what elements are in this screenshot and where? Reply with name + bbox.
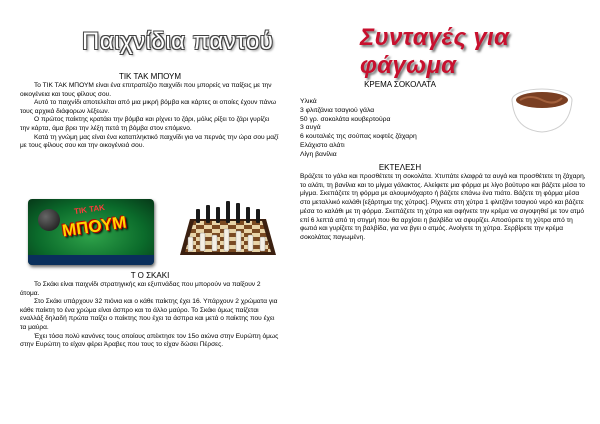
tiktak-text (20, 82, 280, 151)
tiktak-heading: ΤΙΚ ΤΑΚ ΜΠΟΥΜ (118, 72, 182, 81)
left-page (20, 0, 280, 424)
chess-paragraph: Το Σκάκι είναι παιχνίδι στρατηγικής και εξυπνάδας που μπορούν να παίξουν 2 άτομα. (20, 281, 261, 297)
tiktak-paragraph: Το ΤΙΚ ΤΑΚ ΜΠΟΥΜ είναι ένα επιτραπέζιο παιχνίδι που μπορείς να παίξεις με την οικογένεια και τους φίλους σου. (20, 82, 272, 98)
ingredient-item: 3 φλιτζάνια τσαγιού γάλα (300, 106, 375, 114)
ingredient-item: 50 γρ. σοκολάτα κουβερτούρα (300, 115, 391, 123)
left-page-title: Παιχνίδια παντού (82, 28, 274, 55)
method-text (300, 173, 590, 243)
box-bottom-bar (28, 255, 154, 265)
chess-paragraph: Στο Σκάκι υπάρχουν 32 πιόνια και ο κάθε παίκτης έχει 16. Υπάρχουν 2 χρώματα για κάθε παίκτη το ένα χρώμα είναι άσπρο και το άλλο μαύρο. Το Σκάκι όμως παίζεται εναλλάξ δηλαδή πρώτα παίζει ο παίκτης που έχει τα άσπρα και μετά ο παίκτης που έχει τα μαύρα. (20, 298, 278, 331)
ingredient-item: Ελάχιστο αλάτι (300, 141, 345, 149)
tiktak-paragraph: Ο πρώτος παίκτης κρατάει την βόμβα και ρίχνει το ζάρι, μόλις ρίξει το ζάρι γυρίζει την κάρτα, άμα βρει την λέξη πετά τη βόμβα στον επόμενο. (20, 116, 270, 132)
tiktak-box-image (28, 199, 154, 265)
tiktak-paragraph: Κατά τη γνώμη μας είναι ένα καταπληκτικό παιχνίδι για να περνάς την ώρα σου μαζί με τους φίλους σου και την οικογένειά σου. (20, 133, 279, 150)
ingredients-list (300, 98, 500, 160)
chessboard-image (180, 197, 276, 259)
box-logo-label: ΜΠΟΥΜ (60, 212, 128, 241)
method-paragraph: Βράζετε το γάλα και προσθέτετε τη σοκολάτα. Χτυπάτε ελαφρά τα αυγά και προσθέτετε τη ζάχαρη, το αλάτι, τη βανίλια και το μίγμα γάλακτος. Αλείφετε μια φόρμα με λίγο βούτυρο και βάζετε μέσα το μίγμα. Σκεπάζετε τη φόρμα με αλουμινόχαρτο ή βάζετε επάνω ένα πιάτο. Βάζετε τη φόρμα μέσα στο μεταλλικό καλάθι [εξάρτημα της χύτρας]. Ρίχνετε στη χύτρα 1 φλιτζάνι τσαγιού νερό και βάζετε μέσα το καλάθι με τη φόρμα. Σκεπάζετε τη χύτρα και αφήνετε την κρέμα να σιγοψηθεί με τον ατμό επί 6 λεπτά από τη στιγμή που θα αρχίσει η βαλβίδα να σφυρίζει. Αποσύρετε τη χύτρα από τη φωτιά και γυρίζετε τη βαλβίδα, για να βγει ο ατμός. Ανοίγετε τη χύτρα. Σερβίρετε την κρέμα σοκολάτας παγωμένη. (300, 173, 586, 241)
bomb-icon (38, 209, 60, 231)
recipe-heading: ΚΡΕΜΑ ΣΟΚΟΛΑΤΑ (364, 80, 436, 89)
ingredients-label: Υλικά (300, 98, 317, 105)
ingredient-item: 6 κουταλιές της σούπας κοφτές ζάχαρη (300, 133, 417, 141)
box-tik-label: ΤΙΚ ΤΑΚ (73, 202, 106, 217)
ingredient-item: 3 αυγά (300, 124, 321, 132)
right-page (300, 0, 590, 424)
right-page-title: Συνταγές για φάγωμα (360, 24, 510, 79)
tiktak-paragraph: Αυτό το παιχνίδι αποτελείται από μια μικρή βόμβα και κάρτες οι οποίες έχουν πάνω τους αρχικά διάφορων λέξεων. (20, 99, 277, 115)
ingredient-item: Λίγη βανίλια (300, 150, 337, 158)
method-heading: ΕΚΤΕΛΕΣΗ (378, 163, 422, 172)
chess-paragraph: Έχει τόσα πολύ κανόνες τους οποίους απέκτησε τον 15ο αιώνα στην Ευρώπη όμως στην Ευρώπη το είχαν φέρει Άραβες που τους το είχαν δώσει Πέρσες. (20, 332, 279, 349)
chess-heading: Τ Ο ΣΚΑΚΙ (130, 271, 170, 280)
chocolate-cup-image (500, 80, 580, 136)
chess-text (20, 281, 280, 350)
